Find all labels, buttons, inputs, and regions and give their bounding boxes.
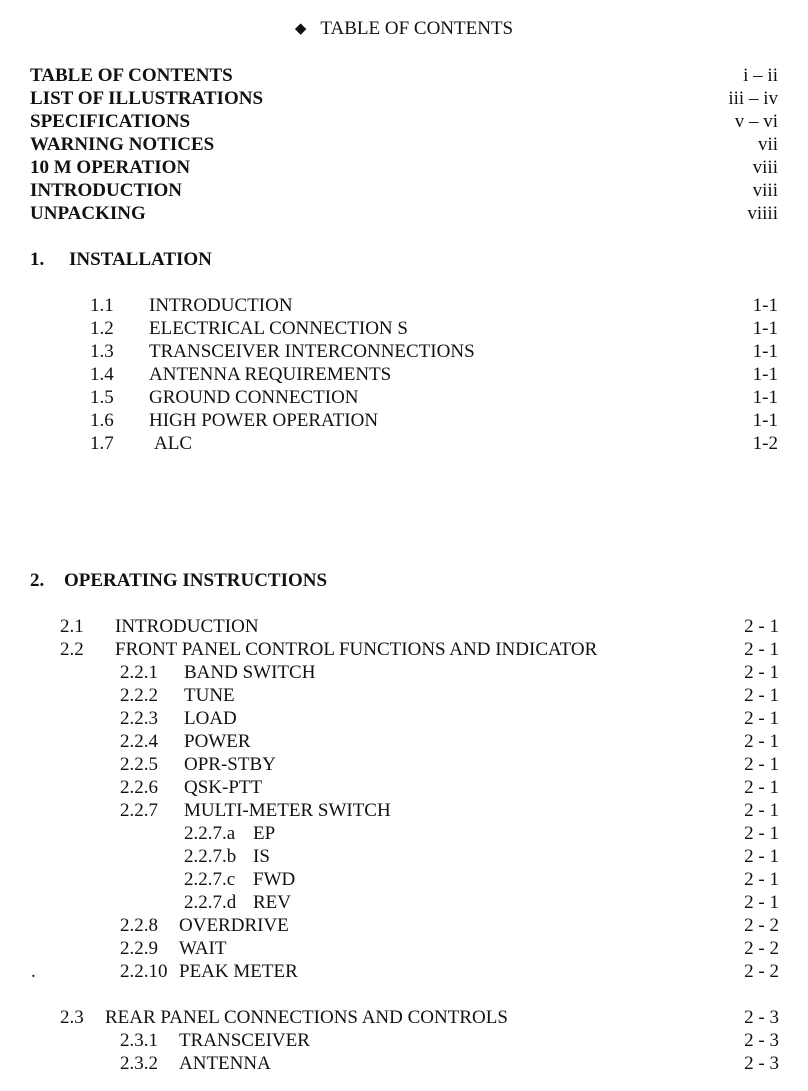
toc-entry-label: POWER (184, 731, 251, 752)
toc-entry-label: IS (253, 846, 270, 867)
toc-entry (0, 868, 808, 891)
toc-entry (0, 87, 808, 110)
toc-entry (0, 1006, 808, 1029)
toc-entry-number: 2.3.2 (120, 1053, 158, 1074)
toc-entry-page: viiii (747, 203, 778, 224)
toc-entry (0, 960, 808, 983)
toc-entry-label: ELECTRICAL CONNECTION S (149, 318, 408, 339)
toc-entry-label: WAIT (179, 938, 227, 959)
toc-entry-label: LOAD (184, 708, 237, 729)
toc-entry (0, 845, 808, 868)
toc-entry-number: 2.2 (60, 639, 84, 660)
toc-entry-page: 1-1 (752, 341, 778, 362)
toc-entry-page: iii – iv (728, 88, 778, 109)
toc-entry-label: INTRODUCTION (115, 616, 259, 637)
toc-entry-page: 2 - 2 (744, 915, 779, 936)
toc-entry-label: INTRODUCTION (149, 295, 293, 316)
toc-entry-number: 1.5 (90, 387, 114, 408)
toc-entry-page: 2 - 1 (744, 800, 779, 821)
toc-entry-page: 2 - 3 (744, 1053, 779, 1074)
toc-entry (0, 730, 808, 753)
toc-entry-label: TRANSCEIVER INTERCONNECTIONS (149, 341, 475, 362)
toc-entry-page: 2 - 1 (744, 777, 779, 798)
toc-entry-number: 2.2.7.b (184, 846, 237, 867)
toc-entry (0, 432, 808, 455)
toc-entry (0, 638, 808, 661)
toc-entry-number: 1.3 (90, 341, 114, 362)
toc-entry-page: 1-1 (752, 364, 778, 385)
toc-entry-label: FWD (253, 869, 296, 890)
toc-entry-label: FRONT PANEL CONTROL FUNCTIONS AND INDICATOR (115, 639, 598, 660)
toc-entry-number: 2.2.10 (120, 961, 168, 982)
toc-entry-label: UNPACKING (30, 203, 146, 224)
toc-entry-page: 2 - 1 (744, 892, 779, 913)
toc-entry (0, 110, 808, 133)
toc-entry-number: 1.6 (90, 410, 114, 431)
toc-entry-page: 2 - 1 (744, 662, 779, 683)
section-title: OPERATING INSTRUCTIONS (64, 570, 328, 591)
toc-entry-page: 1-1 (752, 410, 778, 431)
toc-entry (0, 661, 808, 684)
toc-entry-page: 2 - 3 (744, 1030, 779, 1051)
toc-entry (0, 409, 808, 432)
toc-entry (0, 684, 808, 707)
toc-entry-label: WARNING NOTICES (30, 134, 215, 155)
toc-entry (0, 386, 808, 409)
toc-entry (0, 179, 808, 202)
toc-entry-number: 2.2.9 (120, 938, 158, 959)
toc-entry (0, 1052, 808, 1075)
toc-entry-page: 2 - 1 (744, 708, 779, 729)
toc-entry-number: 2.2.7.c (184, 869, 236, 890)
toc-entry-page: viii (752, 180, 778, 201)
toc-entry-page: v – vi (734, 111, 778, 132)
toc-entry-label: TABLE OF CONTENTS (30, 65, 233, 86)
section-number: 1. (30, 249, 45, 270)
toc-entry-label: SPECIFICATIONS (30, 111, 191, 132)
toc-entry-label: HIGH POWER OPERATION (149, 410, 379, 431)
toc-entry-page: 2 - 2 (744, 961, 779, 982)
toc-entry-number: 2.2.7.d (184, 892, 237, 913)
toc-entry (0, 822, 808, 845)
toc-entry-page: 2 - 1 (744, 616, 779, 637)
toc-entry-number: 1.4 (90, 364, 114, 385)
toc-entry-number: 1.7 (90, 433, 114, 454)
toc-entry-page: 1-1 (752, 318, 778, 339)
toc-entry (0, 937, 808, 960)
toc-entry-label: ALC (154, 433, 192, 454)
toc-entry-label: PEAK METER (179, 961, 298, 982)
page-header (0, 17, 808, 42)
toc-entry-number: 2.2.7.a (184, 823, 236, 844)
toc-entry (0, 615, 808, 638)
toc-entry-page: 2 - 1 (744, 685, 779, 706)
section-1-heading (0, 248, 808, 271)
stray-mark: . (31, 961, 36, 982)
page-title: TABLE OF CONTENTS (320, 18, 514, 39)
toc-entry-number: 2.2.7 (120, 800, 158, 821)
toc-entry-label: LIST OF ILLUSTRATIONS (30, 88, 264, 109)
toc-entry (0, 64, 808, 87)
section-number: 2. (30, 570, 45, 591)
toc-entry-number: 2.2.8 (120, 915, 158, 936)
toc-entry-label: REV (253, 892, 291, 913)
diamond-bullet-icon: ◆ (294, 21, 307, 37)
toc-entry (0, 294, 808, 317)
toc-entry-label: INTRODUCTION (30, 180, 183, 201)
toc-entry-number: 2.2.3 (120, 708, 158, 729)
toc-entry-label: REAR PANEL CONNECTIONS AND CONTROLS (105, 1007, 508, 1028)
toc-entry (0, 914, 808, 937)
toc-entry (0, 753, 808, 776)
toc-entry-page: 2 - 1 (744, 639, 779, 660)
toc-entry-number: 2.3 (60, 1007, 84, 1028)
toc-entry-number: 2.2.2 (120, 685, 158, 706)
toc-entry-number: 2.1 (60, 616, 84, 637)
toc-entry-label: EP (253, 823, 276, 844)
toc-entry (0, 156, 808, 179)
toc-entry-page: i – ii (743, 65, 778, 86)
toc-entry (0, 799, 808, 822)
toc-entry-number: 2.3.1 (120, 1030, 158, 1051)
toc-entry-label: 10 M OPERATION (30, 157, 191, 178)
toc-entry (0, 133, 808, 156)
toc-entry (0, 340, 808, 363)
toc-entry (0, 891, 808, 914)
toc-entry-page: 2 - 1 (744, 846, 779, 867)
toc-entry (0, 317, 808, 340)
toc-entry-label: GROUND CONNECTION (149, 387, 359, 408)
toc-entry-label: ANTENNA (179, 1053, 271, 1074)
toc-entry-page: vii (757, 134, 778, 155)
toc-entry-label: MULTI-METER SWITCH (184, 800, 391, 821)
toc-entry-label: QSK-PTT (184, 777, 263, 798)
toc-entry-number: 2.2.5 (120, 754, 158, 775)
toc-entry-label: OVERDRIVE (179, 915, 289, 936)
toc-entry-page: 2 - 1 (744, 731, 779, 752)
toc-entry-number: 2.2.4 (120, 731, 158, 752)
toc-entry-label: TUNE (184, 685, 235, 706)
toc-entry-page: 1-1 (752, 295, 778, 316)
toc-entry-number: 1.2 (90, 318, 114, 339)
toc-entry-page: 2 - 3 (744, 1007, 779, 1028)
toc-entry (0, 707, 808, 730)
toc-entry-label: ANTENNA REQUIREMENTS (149, 364, 392, 385)
toc-entry-label: TRANSCEIVER (179, 1030, 310, 1051)
toc-entry (0, 1029, 808, 1052)
toc-entry-page: viii (752, 157, 778, 178)
toc-entry-page: 2 - 1 (744, 823, 779, 844)
toc-entry-page: 2 - 1 (744, 754, 779, 775)
toc-entry (0, 776, 808, 799)
section-title: INSTALLATION (69, 249, 212, 270)
toc-entry-label: BAND SWITCH (184, 662, 316, 683)
toc-entry (0, 202, 808, 225)
section-2-heading (0, 569, 808, 592)
toc-entry-number: 2.2.6 (120, 777, 158, 798)
toc-entry-label: OPR-STBY (184, 754, 276, 775)
toc-entry-number: 2.2.1 (120, 662, 158, 683)
toc-entry-page: 2 - 1 (744, 869, 779, 890)
toc-entry-page: 2 - 2 (744, 938, 779, 959)
toc-entry-number: 1.1 (90, 295, 114, 316)
toc-entry-page: 1-1 (752, 387, 778, 408)
toc-entry (0, 363, 808, 386)
toc-entry-page: 1-2 (752, 433, 778, 454)
